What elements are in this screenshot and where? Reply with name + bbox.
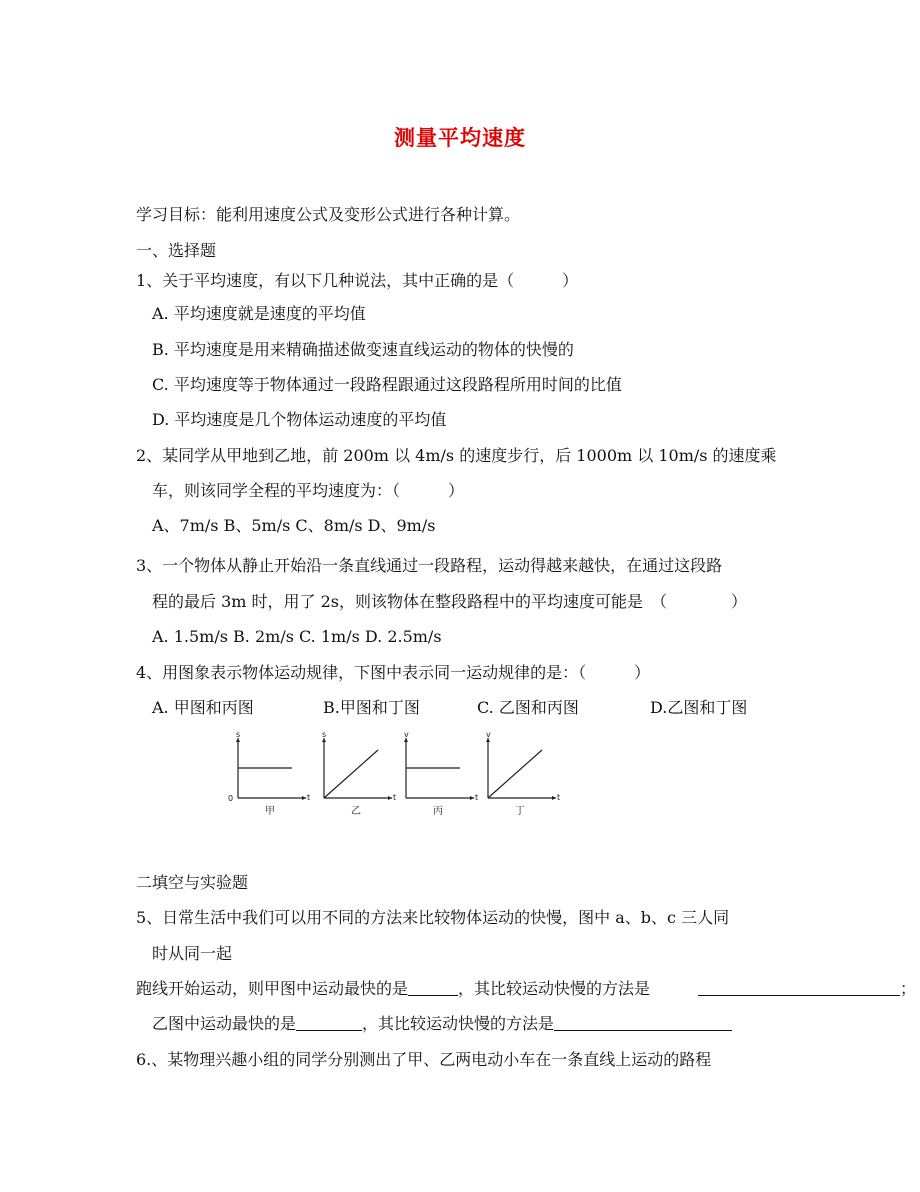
question-3-options: A. 1.5m/s B. 2m/s C. 1m/s D. 2.5m/s: [152, 627, 442, 646]
motion-graphs: [226, 728, 566, 820]
x-axis-arrow: [388, 796, 392, 800]
question-5-line-3: [136, 978, 916, 1000]
graph-yi: [322, 730, 396, 817]
x-axis-label: t: [307, 793, 311, 802]
question-4-option-b: B.甲图和丁图: [323, 698, 420, 717]
x-axis-label: t: [393, 793, 397, 802]
question-5-line-1: 5、日常生活中我们可以用不同的方法来比较物体运动的快慢，图中 a、b、c 三人同: [136, 908, 730, 927]
graph-label: 丙: [433, 806, 443, 817]
question-5-line-3-text-a: 跑线开始运动，则甲图中运动最快的是 ，其比较运动快慢的方法是: [136, 979, 651, 998]
question-2-stem-line-1: 2、某同学从甲地到乙地，前 200m 以 4m/s 的速度步行，后 1000m 以 10m/s 的速度乘: [136, 446, 777, 465]
question-3-stem-line-2: 程的最后 3m 时，用了 2s，则该物体在整段路程中的平均速度可能是 （ ）: [152, 592, 748, 611]
section-heading-fill-in: 二填空与实验题: [136, 873, 249, 892]
question-4-option-d: D.乙图和丁图: [650, 698, 748, 717]
question-6-line-1: 6.、某物理兴趣小组的同学分别测出了甲、乙两电动小车在一条直线上运动的路程: [136, 1050, 712, 1069]
graph-label: 甲: [265, 806, 275, 817]
question-1-stem: 1、关于平均速度，有以下几种说法，其中正确的是（ ）: [136, 271, 579, 290]
question-5-line-4: 乙图中运动最快的是 ，其比较运动快慢的方法是: [152, 1013, 732, 1035]
graph-label: 乙: [351, 806, 361, 817]
answer-blank-fastest-yi[interactable]: [296, 1016, 362, 1031]
question-2-options: A、7m/s B、5m/s C、8m/s D、9m/s: [152, 516, 436, 535]
x-axis-arrow: [552, 796, 556, 800]
learning-objective: 学习目标：能利用速度公式及变形公式进行各种计算。: [136, 205, 521, 224]
series-line: [488, 750, 542, 798]
x-axis-label: t: [557, 793, 561, 802]
graph-label: 丁: [515, 806, 525, 817]
question-1-option-a: A. 平均速度就是速度的平均值: [152, 304, 366, 323]
question-2-stem-line-2: 车，则该同学全程的平均速度为：（ ）: [152, 481, 465, 500]
x-axis-arrow: [470, 796, 474, 800]
answer-blank-fastest-jia[interactable]: [408, 981, 458, 996]
question-5-line-2: 时从同一起: [152, 944, 233, 963]
question-5-line-3-text-b: ；: [698, 978, 916, 1000]
y-axis-label: s: [322, 730, 327, 739]
series-line: [324, 750, 378, 798]
question-3-stem-line-1: 3、一个物体从静止开始沿一条直线通过一段路程，运动得越来越快，在通过这段路: [136, 556, 723, 575]
question-1-option-b: B. 平均速度是用来精确描述做变速直线运动的物体的快慢的: [152, 340, 574, 359]
question-4-stem: 4、用图象表示物体运动规律，下图中表示同一运动规律的是：（ ）: [136, 663, 651, 682]
origin-label: 0: [228, 794, 234, 803]
y-axis-label: v: [404, 730, 409, 739]
question-1-option-d: D. 平均速度是几个物体运动速度的平均值: [152, 410, 447, 429]
answer-blank-method-yi[interactable]: [554, 1016, 732, 1031]
y-axis-label: s: [236, 730, 241, 739]
question-4-option-a: A. 甲图和丙图: [152, 698, 254, 717]
question-1-option-c: C. 平均速度等于物体通过一段路程跟通过这段路程所用时间的比值: [152, 375, 622, 394]
page-title: 测量平均速度: [394, 125, 526, 150]
answer-blank-method-jia[interactable]: [698, 981, 900, 996]
x-axis-label: t: [475, 793, 479, 802]
graph-ding: [486, 730, 560, 817]
graph-bing: [404, 730, 478, 817]
graph-jia: [228, 730, 310, 817]
question-4-option-c: C. 乙图和丙图: [477, 698, 579, 717]
section-heading-choice: 一、选择题: [136, 241, 217, 260]
motion-graphs-svg: [226, 728, 566, 820]
x-axis-arrow: [302, 796, 306, 800]
y-axis-label: v: [486, 730, 491, 739]
